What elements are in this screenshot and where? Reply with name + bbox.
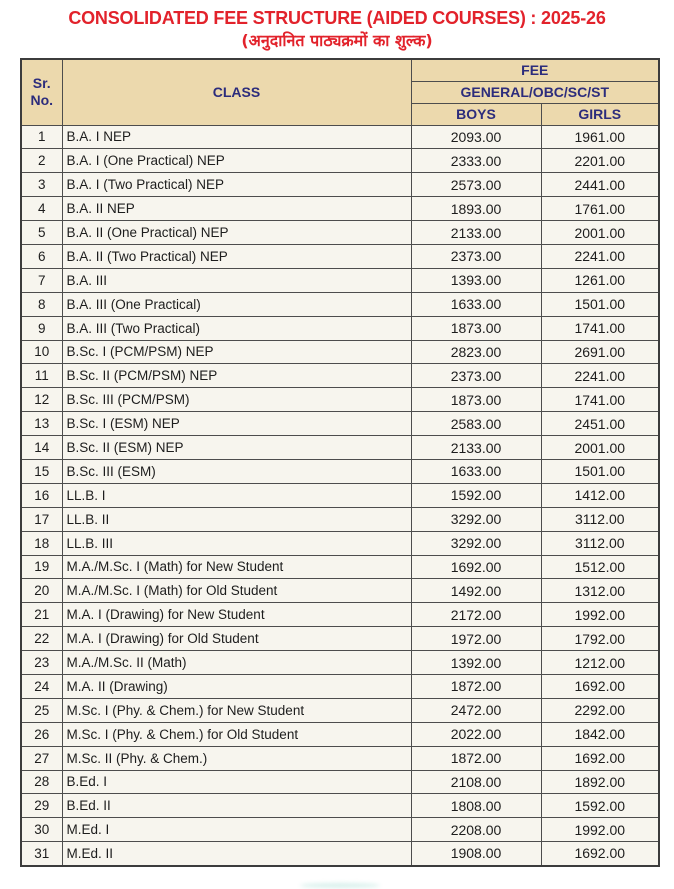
class-cell: B.A. III: [62, 268, 411, 292]
class-cell: B.A. I (Two Practical) NEP: [62, 173, 411, 197]
header-boys: BOYS: [411, 103, 541, 125]
class-cell: B.Sc. I (PCM/PSM) NEP: [62, 340, 411, 364]
table-row: [21, 436, 659, 460]
class-cell: B.A. II (One Practical) NEP: [62, 221, 411, 245]
class-cell: M.A. II (Drawing): [62, 674, 411, 698]
table-row: [21, 603, 659, 627]
girls-fee-cell: 1412.00: [541, 483, 659, 507]
table-row: [21, 746, 659, 770]
class-cell: M.Ed. I: [62, 818, 411, 842]
header-class: CLASS: [62, 59, 411, 125]
sr-cell: 17: [21, 507, 62, 531]
class-cell: M.Ed. II: [62, 842, 411, 866]
sr-cell: 25: [21, 698, 62, 722]
class-cell: B.A. II (Two Practical) NEP: [62, 244, 411, 268]
boys-fee-cell: 1808.00: [411, 794, 541, 818]
header-sr-line1: Sr.: [32, 75, 51, 92]
class-cell: M.Sc. I (Phy. & Chem.) for Old Student: [62, 722, 411, 746]
girls-fee-cell: 1842.00: [541, 722, 659, 746]
table-row: [21, 722, 659, 746]
boys-fee-cell: 1873.00: [411, 316, 541, 340]
girls-fee-cell: 2691.00: [541, 340, 659, 364]
boys-fee-cell: 2573.00: [411, 173, 541, 197]
sr-cell: 11: [21, 364, 62, 388]
boys-fee-cell: 1873.00: [411, 388, 541, 412]
table-row: [21, 627, 659, 651]
girls-fee-cell: 2201.00: [541, 149, 659, 173]
sr-cell: 3: [21, 173, 62, 197]
boys-fee-cell: 1633.00: [411, 459, 541, 483]
table-row: [21, 340, 659, 364]
boys-fee-cell: 1692.00: [411, 555, 541, 579]
scan-smudge-artifact: [300, 883, 380, 888]
class-cell: M.Sc. I (Phy. & Chem.) for New Student: [62, 698, 411, 722]
girls-fee-cell: 1212.00: [541, 651, 659, 675]
class-cell: M.Sc. II (Phy. & Chem.): [62, 746, 411, 770]
girls-fee-cell: 2241.00: [541, 364, 659, 388]
boys-fee-cell: 1392.00: [411, 651, 541, 675]
boys-fee-cell: 2583.00: [411, 412, 541, 436]
table-row: [21, 483, 659, 507]
table-row: [21, 292, 659, 316]
sr-cell: 20: [21, 579, 62, 603]
girls-fee-cell: 2292.00: [541, 698, 659, 722]
boys-fee-cell: 1908.00: [411, 842, 541, 866]
girls-fee-cell: 1761.00: [541, 197, 659, 221]
girls-fee-cell: 3112.00: [541, 507, 659, 531]
girls-fee-cell: 2451.00: [541, 412, 659, 436]
class-cell: B.Sc. II (ESM) NEP: [62, 436, 411, 460]
girls-fee-cell: 2441.00: [541, 173, 659, 197]
girls-fee-cell: 1692.00: [541, 842, 659, 866]
table-row: [21, 507, 659, 531]
table-row: [21, 674, 659, 698]
fee-table: [20, 58, 660, 867]
table-row: [21, 842, 659, 866]
boys-fee-cell: 1633.00: [411, 292, 541, 316]
girls-fee-cell: 1892.00: [541, 770, 659, 794]
sr-cell: 31: [21, 842, 62, 866]
sr-cell: 10: [21, 340, 62, 364]
sr-cell: 1: [21, 125, 62, 149]
page-subtitle-hindi: (अनुदानित पाठ्यक्रमों का शुल्क): [241, 31, 433, 50]
class-cell: B.A. I (One Practical) NEP: [62, 149, 411, 173]
girls-fee-cell: 1692.00: [541, 674, 659, 698]
boys-fee-cell: 1893.00: [411, 197, 541, 221]
table-row: [21, 197, 659, 221]
class-cell: B.Sc. III (PCM/PSM): [62, 388, 411, 412]
girls-fee-cell: 1992.00: [541, 818, 659, 842]
boys-fee-cell: 2472.00: [411, 698, 541, 722]
table-row: [21, 268, 659, 292]
boys-fee-cell: 1393.00: [411, 268, 541, 292]
boys-fee-cell: 3292.00: [411, 531, 541, 555]
header-sr-line2: No.: [30, 92, 54, 109]
table-row: [21, 531, 659, 555]
sr-cell: 8: [21, 292, 62, 316]
boys-fee-cell: 2133.00: [411, 436, 541, 460]
sr-cell: 21: [21, 603, 62, 627]
class-cell: B.A. II NEP: [62, 197, 411, 221]
table-row: [21, 149, 659, 173]
girls-fee-cell: 1592.00: [541, 794, 659, 818]
boys-fee-cell: 2333.00: [411, 149, 541, 173]
table-row: [21, 173, 659, 197]
class-cell: M.A./M.Sc. II (Math): [62, 651, 411, 675]
class-cell: LL.B. III: [62, 531, 411, 555]
girls-fee-cell: 2001.00: [541, 436, 659, 460]
boys-fee-cell: 2022.00: [411, 722, 541, 746]
sr-cell: 16: [21, 483, 62, 507]
class-cell: M.A. I (Drawing) for Old Student: [62, 627, 411, 651]
boys-fee-cell: 2373.00: [411, 364, 541, 388]
sr-cell: 9: [21, 316, 62, 340]
table-row: [21, 316, 659, 340]
table-row: [21, 364, 659, 388]
sr-cell: 14: [21, 436, 62, 460]
girls-fee-cell: 1741.00: [541, 388, 659, 412]
sr-cell: 28: [21, 770, 62, 794]
boys-fee-cell: 2133.00: [411, 221, 541, 245]
class-cell: LL.B. II: [62, 507, 411, 531]
boys-fee-cell: 2823.00: [411, 340, 541, 364]
sr-cell: 6: [21, 244, 62, 268]
table-row: [21, 221, 659, 245]
sr-cell: 4: [21, 197, 62, 221]
class-cell: M.A./M.Sc. I (Math) for Old Student: [62, 579, 411, 603]
table-row: [21, 579, 659, 603]
girls-fee-cell: 1692.00: [541, 746, 659, 770]
class-cell: B.A. I NEP: [62, 125, 411, 149]
table-row: [21, 388, 659, 412]
class-cell: B.A. III (Two Practical): [62, 316, 411, 340]
boys-fee-cell: 1872.00: [411, 746, 541, 770]
header-category: GENERAL/OBC/SC/ST: [411, 81, 659, 103]
table-row: [21, 651, 659, 675]
girls-fee-cell: 1992.00: [541, 603, 659, 627]
sr-cell: 12: [21, 388, 62, 412]
sr-cell: 29: [21, 794, 62, 818]
fee-table-header: [21, 59, 659, 125]
girls-fee-cell: 1961.00: [541, 125, 659, 149]
table-row: [21, 794, 659, 818]
sr-cell: 26: [21, 722, 62, 746]
class-cell: M.A./M.Sc. I (Math) for New Student: [62, 555, 411, 579]
boys-fee-cell: 1592.00: [411, 483, 541, 507]
girls-fee-cell: 1792.00: [541, 627, 659, 651]
class-cell: LL.B. I: [62, 483, 411, 507]
table-row: [21, 770, 659, 794]
class-cell: B.Sc. III (ESM): [62, 459, 411, 483]
class-cell: M.A. I (Drawing) for New Student: [62, 603, 411, 627]
table-row: [21, 459, 659, 483]
sr-cell: 18: [21, 531, 62, 555]
sr-cell: 27: [21, 746, 62, 770]
girls-fee-cell: 2241.00: [541, 244, 659, 268]
class-cell: B.Ed. I: [62, 770, 411, 794]
girls-fee-cell: 1741.00: [541, 316, 659, 340]
girls-fee-cell: 2001.00: [541, 221, 659, 245]
boys-fee-cell: 2373.00: [411, 244, 541, 268]
class-cell: B.A. III (One Practical): [62, 292, 411, 316]
sr-cell: 15: [21, 459, 62, 483]
table-row: [21, 125, 659, 149]
boys-fee-cell: 3292.00: [411, 507, 541, 531]
table-row: [21, 698, 659, 722]
boys-fee-cell: 1872.00: [411, 674, 541, 698]
header-fee: FEE: [411, 59, 659, 81]
sr-cell: 5: [21, 221, 62, 245]
class-cell: B.Sc. II (PCM/PSM) NEP: [62, 364, 411, 388]
header-girls: GIRLS: [541, 103, 659, 125]
girls-fee-cell: 1501.00: [541, 292, 659, 316]
table-row: [21, 555, 659, 579]
sr-cell: 19: [21, 555, 62, 579]
class-cell: B.Sc. I (ESM) NEP: [62, 412, 411, 436]
header-sr-no: [21, 59, 62, 125]
sr-cell: 23: [21, 651, 62, 675]
fee-table-body: [21, 125, 659, 866]
boys-fee-cell: 1972.00: [411, 627, 541, 651]
girls-fee-cell: 1261.00: [541, 268, 659, 292]
boys-fee-cell: 1492.00: [411, 579, 541, 603]
sr-cell: 13: [21, 412, 62, 436]
boys-fee-cell: 2208.00: [411, 818, 541, 842]
sr-cell: 2: [21, 149, 62, 173]
sr-cell: 30: [21, 818, 62, 842]
boys-fee-cell: 2172.00: [411, 603, 541, 627]
girls-fee-cell: 1512.00: [541, 555, 659, 579]
girls-fee-cell: 1501.00: [541, 459, 659, 483]
table-row: [21, 818, 659, 842]
table-row: [21, 412, 659, 436]
table-row: [21, 244, 659, 268]
boys-fee-cell: 2108.00: [411, 770, 541, 794]
girls-fee-cell: 1312.00: [541, 579, 659, 603]
sr-cell: 22: [21, 627, 62, 651]
page-title: CONSOLIDATED FEE STRUCTURE (AIDED COURSES) : 2025-26: [68, 8, 606, 28]
sr-cell: 7: [21, 268, 62, 292]
girls-fee-cell: 3112.00: [541, 531, 659, 555]
sr-cell: 24: [21, 674, 62, 698]
boys-fee-cell: 2093.00: [411, 125, 541, 149]
class-cell: B.Ed. II: [62, 794, 411, 818]
